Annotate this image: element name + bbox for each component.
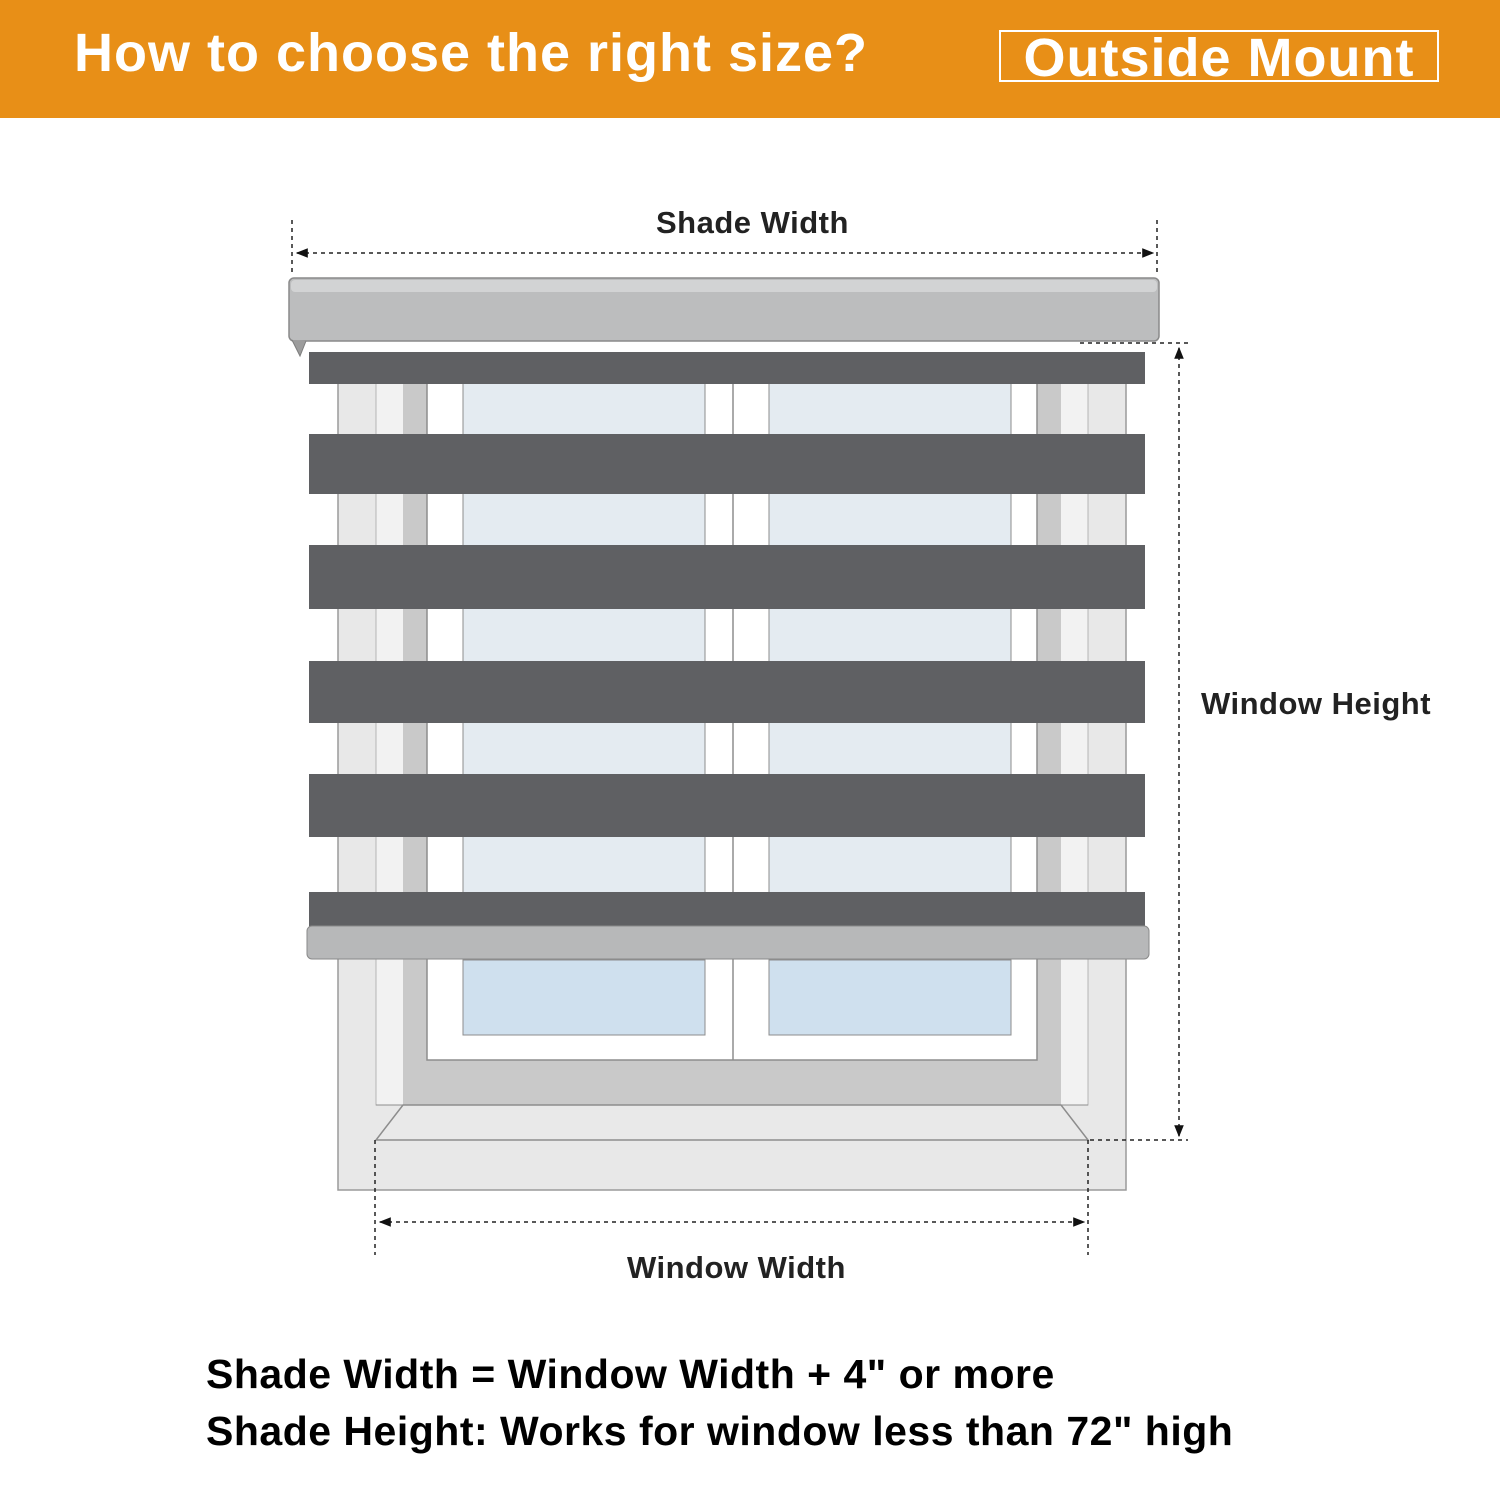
window-width-label: Window Width bbox=[627, 1250, 846, 1285]
shade-height-note: Shade Height: Works for window less than 72" high bbox=[206, 1408, 1234, 1454]
mount-type-badge: Outside Mount bbox=[999, 30, 1439, 82]
shade-width-formula: Shade Width = Window Width + 4" or more bbox=[206, 1351, 1055, 1397]
bottom-rail bbox=[307, 926, 1149, 959]
shade-width-label: Shade Width bbox=[656, 205, 849, 240]
top-cassette bbox=[289, 278, 1159, 356]
page-title: How to choose the right size? bbox=[74, 23, 869, 83]
window-height-label: Window Height bbox=[1201, 686, 1432, 721]
